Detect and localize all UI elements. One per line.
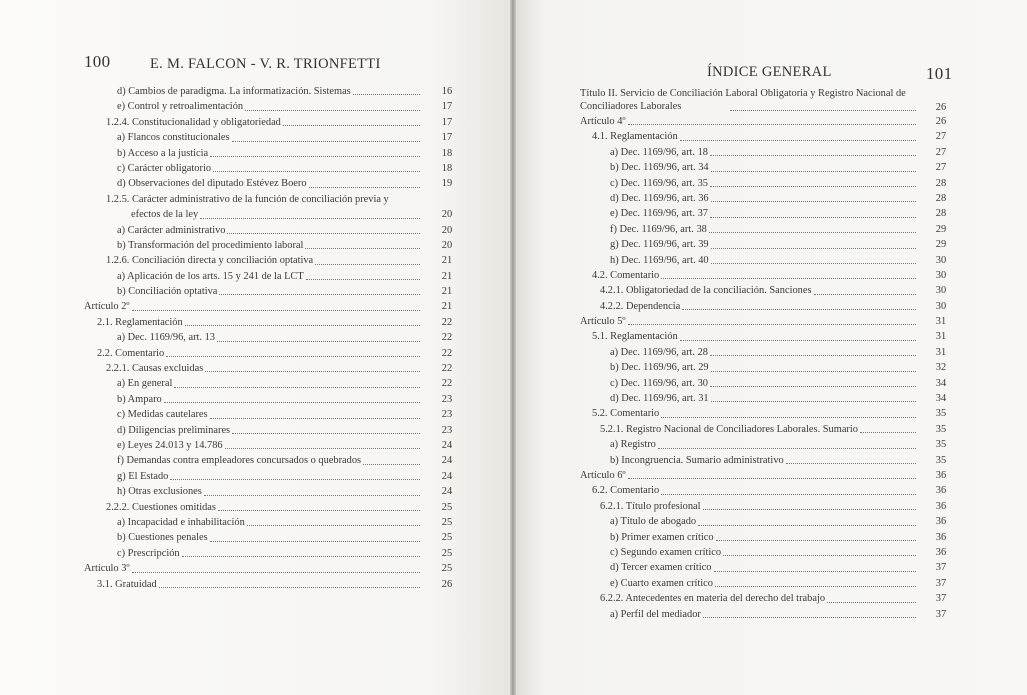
toc-entry-text: Título II. Servicio de Conciliación Laboral Obligatoria y Registro Nacional de Conciliadores Laborales <box>580 88 906 112</box>
toc-entry-page: 17 <box>441 132 453 144</box>
toc-entry-page: 22 <box>441 347 453 359</box>
toc-entry-text: c) Dec. 1169/96, art. 30 <box>610 377 709 389</box>
toc-entry <box>0 469 512 484</box>
toc-entry-text: a) Dec. 1169/96, art. 18 <box>610 146 709 158</box>
toc-entry-page: 23 <box>441 393 453 405</box>
toc-leader <box>709 232 916 233</box>
toc-entry <box>514 206 1027 221</box>
toc-entry-text: g) El Estado <box>117 470 169 482</box>
toc-leader <box>716 540 916 541</box>
toc-entry-text: 1.2.5. Carácter administrativo de la función de conciliación previa y <box>106 193 389 205</box>
toc-entry-text: b) Incongruencia. Sumario administrativo <box>610 454 784 466</box>
toc-entry-page: 25 <box>441 563 453 575</box>
toc-entry-text: b) Amparo <box>117 393 162 405</box>
toc-entry-page: 31 <box>935 331 947 343</box>
toc-entry <box>0 99 512 114</box>
toc-leader <box>217 341 420 342</box>
toc-entry <box>514 560 1027 575</box>
toc-entry-page: 24 <box>441 455 453 467</box>
toc-leader <box>159 587 420 588</box>
toc-entry-text: 5.2.1. Registro Nacional de Conciliadores Laborales. Sumario <box>600 423 858 435</box>
toc-entry-text: 3.1. Gratuidad <box>97 578 157 590</box>
toc-leader <box>703 617 916 618</box>
toc-leader <box>710 155 916 156</box>
toc-entry-text: b) Dec. 1169/96, art. 29 <box>610 362 709 374</box>
toc-entry-text: a) Dec. 1169/96, art. 28 <box>610 346 709 358</box>
toc-entry-page: 27 <box>935 131 947 143</box>
toc-entry <box>514 329 1027 344</box>
toc-entry-text: e) Control y retroalimentación <box>117 101 244 113</box>
toc-leader <box>680 140 916 141</box>
toc-entry <box>514 129 1027 144</box>
toc-entry <box>0 561 512 576</box>
toc-entry-page: 21 <box>441 270 453 282</box>
toc-entry <box>0 392 512 407</box>
toc-entry <box>514 114 1027 129</box>
toc-entry <box>514 88 1027 114</box>
toc-entry-page: 24 <box>441 470 453 482</box>
toc-entry <box>0 577 512 592</box>
toc-entry-page: 34 <box>935 393 947 405</box>
toc-entry-page: 25 <box>441 547 453 559</box>
toc-entry-text: b) Acceso a la justicia <box>117 147 209 159</box>
toc-entry-page: 30 <box>935 285 947 297</box>
toc-leader <box>305 248 420 249</box>
toc-entry-page: 29 <box>935 223 947 235</box>
toc-leader <box>723 555 916 556</box>
toc-entry-text: a) Flancos constitucionales <box>117 132 230 144</box>
toc-leader <box>200 218 420 219</box>
toc-entry <box>0 453 512 468</box>
toc-entry <box>0 546 512 561</box>
toc-entry-text: 5.2. Comentario <box>592 408 660 420</box>
toc-entry-text: a) Registro <box>610 439 656 451</box>
toc-entry-text: 1.2.6. Conciliación directa y conciliación optativa <box>106 255 314 267</box>
toc-entry-text: efectos de la ley <box>131 209 199 221</box>
toc-entry-page: 36 <box>935 531 947 543</box>
toc-entry-page: 24 <box>441 439 453 451</box>
toc-entry <box>514 468 1027 483</box>
toc-entry-text: Artículo 2º <box>84 301 130 313</box>
toc-leader <box>661 494 916 495</box>
toc-entry <box>514 437 1027 452</box>
toc-entry <box>514 345 1027 360</box>
toc-entry-page: 25 <box>441 516 453 528</box>
toc-right <box>514 88 1027 622</box>
toc-entry-page: 18 <box>441 147 453 159</box>
toc-leader <box>711 171 916 172</box>
toc-entry-page: 34 <box>935 377 947 389</box>
toc-entry-page: 37 <box>935 608 947 620</box>
toc-entry <box>514 299 1027 314</box>
toc-entry-page: 20 <box>441 209 453 221</box>
toc-entry <box>514 222 1027 237</box>
toc-leader <box>227 233 420 234</box>
toc-entry <box>514 268 1027 283</box>
toc-entry <box>0 223 512 238</box>
toc-entry <box>514 607 1027 622</box>
toc-entry-text: 2.2. Comentario <box>97 347 165 359</box>
toc-entry <box>0 115 512 130</box>
toc-entry-text: b) Transformación del procedimiento laboral <box>117 239 304 251</box>
toc-leader <box>218 510 420 511</box>
toc-leader <box>814 294 916 295</box>
toc-entry-text: a) Dec. 1169/96, art. 13 <box>117 332 216 344</box>
toc-entry-text: 6.2. Comentario <box>592 485 660 497</box>
toc-leader <box>628 324 916 325</box>
toc-entry-text: a) Carácter administrativo <box>117 224 226 236</box>
toc-entry-page: 22 <box>441 332 453 344</box>
toc-entry <box>514 237 1027 252</box>
toc-entry-page: 31 <box>935 316 947 328</box>
toc-entry-text: d) Dec. 1169/96, art. 31 <box>610 393 709 405</box>
toc-leader <box>309 187 420 188</box>
toc-leader <box>315 264 420 265</box>
toc-leader <box>204 495 420 496</box>
toc-entry-text: 2.2.2. Cuestiones omitidas <box>106 501 216 513</box>
toc-entry <box>514 591 1027 606</box>
toc-entry <box>0 361 512 376</box>
toc-entry-text: 4.2. Comentario <box>592 269 660 281</box>
toc-entry-text: d) Diligencias preliminares <box>117 424 231 436</box>
toc-entry-page: 35 <box>935 423 947 435</box>
toc-leader <box>711 401 916 402</box>
toc-entry-page: 17 <box>441 116 453 128</box>
toc-entry <box>514 160 1027 175</box>
toc-leader <box>306 279 420 280</box>
toc-leader <box>710 186 916 187</box>
toc-leader <box>170 479 420 480</box>
toc-entry-page: 19 <box>441 178 453 190</box>
toc-entry-page: 37 <box>935 562 947 574</box>
running-head-right: ÍNDICE GENERAL <box>707 64 832 80</box>
toc-leader <box>680 340 916 341</box>
toc-entry <box>0 176 512 191</box>
toc-entry-page: 36 <box>935 516 947 528</box>
toc-entry-text: 6.2.1. Título profesional <box>600 500 701 512</box>
toc-entry-page: 21 <box>441 255 453 267</box>
toc-entry-page: 36 <box>935 546 947 558</box>
toc-entry <box>0 284 512 299</box>
running-head-left: E. M. FALCON - V. R. TRIONFETTI <box>150 56 381 72</box>
toc-entry <box>514 499 1027 514</box>
toc-entry-page: 18 <box>441 162 453 174</box>
page-number-left: 100 <box>84 52 111 71</box>
toc-entry-text: d) Cambios de paradigma. La informatización. Sistemas <box>117 86 351 97</box>
toc-leader <box>710 355 916 356</box>
toc-entry <box>514 514 1027 529</box>
toc-leader <box>205 371 420 372</box>
toc-leader <box>182 556 420 557</box>
toc-entry-text: 5.1. Reglamentación <box>592 331 678 343</box>
toc-entry-text: g) Dec. 1169/96, art. 39 <box>610 239 709 251</box>
toc-entry-page: 28 <box>935 177 947 189</box>
toc-entry-text: d) Tercer examen crítico <box>610 562 712 574</box>
toc-entry-page: 28 <box>935 192 947 204</box>
toc-entry-page: 36 <box>935 469 947 481</box>
toc-leader <box>247 525 420 526</box>
toc-entry-text: e) Cuarto examen crítico <box>610 577 713 589</box>
toc-entry-text: 1.2.4. Constitucionalidad y obligatoriedad <box>106 116 281 128</box>
toc-leader <box>164 402 420 403</box>
toc-entry-page: 22 <box>441 316 453 328</box>
toc-entry-page: 26 <box>935 116 947 127</box>
toc-entry <box>514 176 1027 191</box>
toc-entry <box>514 453 1027 468</box>
toc-entry-page: 26 <box>935 102 947 113</box>
toc-leader <box>710 386 916 387</box>
toc-entry-text: b) Dec. 1169/96, art. 34 <box>610 162 709 174</box>
toc-entry-text: Artículo 5º <box>580 316 626 328</box>
toc-entry-text: 2.2.1. Causas excluidas <box>106 363 204 375</box>
toc-leader <box>232 433 420 434</box>
toc-leader <box>185 325 420 326</box>
toc-entry-page: 26 <box>441 578 453 590</box>
toc-entry-page: 23 <box>441 424 453 436</box>
toc-entry-text: c) Medidas cautelares <box>117 409 208 421</box>
toc-entry-page: 27 <box>935 146 947 158</box>
toc-entry-page: 25 <box>441 501 453 513</box>
toc-entry <box>0 192 512 207</box>
toc-entry-text: c) Dec. 1169/96, art. 35 <box>610 177 709 189</box>
toc-entry-text: c) Prescripción <box>117 547 180 559</box>
toc-entry <box>0 253 512 268</box>
toc-entry <box>514 530 1027 545</box>
toc-entry <box>0 423 512 438</box>
toc-entry-text: 6.2.2. Antecedentes en materia del derecho del trabajo <box>600 593 826 605</box>
toc-entry-text: c) Segundo examen crítico <box>610 546 722 558</box>
toc-entry-page: 21 <box>441 286 453 298</box>
toc-leader <box>628 124 916 125</box>
toc-entry-text: f) Demandas contra empleadores concursados o quebrados <box>117 455 362 467</box>
toc-entry-page: 16 <box>441 86 453 97</box>
toc-entry-page: 30 <box>935 254 947 266</box>
toc-entry-text: d) Dec. 1169/96, art. 36 <box>610 192 709 204</box>
toc-entry-text: Artículo 3º <box>84 563 130 575</box>
toc-entry-text: e) Leyes 24.013 y 14.786 <box>117 439 223 451</box>
toc-entry-page: 21 <box>441 301 453 313</box>
toc-entry <box>0 376 512 391</box>
toc-entry-page: 29 <box>935 239 947 251</box>
toc-entry-text: b) Primer examen crítico <box>610 531 714 543</box>
toc-leader <box>703 509 916 510</box>
toc-left <box>0 84 512 592</box>
toc-leader <box>715 586 916 587</box>
toc-entry <box>514 360 1027 375</box>
toc-entry-page: 20 <box>441 224 453 236</box>
toc-entry-page: 35 <box>935 408 947 420</box>
toc-entry-page: 30 <box>935 269 947 281</box>
toc-entry-page: 17 <box>441 101 453 113</box>
toc-entry-text: a) Perfil del mediador <box>610 608 701 620</box>
toc-entry-text: 4.2.1. Obligatoriedad de la conciliación. Sanciones <box>600 285 812 297</box>
toc-entry <box>0 484 512 499</box>
toc-entry <box>514 406 1027 421</box>
toc-leader <box>210 541 420 542</box>
toc-entry-text: f) Dec. 1169/96, art. 38 <box>610 223 707 235</box>
toc-leader <box>353 94 420 95</box>
toc-entry-text: a) Aplicación de los arts. 15 y 241 de la LCT <box>117 270 304 282</box>
toc-entry <box>0 207 512 222</box>
toc-entry-text: e) Dec. 1169/96, art. 37 <box>610 208 709 220</box>
page-number-right: 101 <box>926 64 953 83</box>
toc-entry <box>514 191 1027 206</box>
toc-entry-text: 2.1. Reglamentación <box>97 316 183 328</box>
toc-leader <box>661 278 916 279</box>
toc-entry <box>0 330 512 345</box>
toc-entry-text: a) En general <box>117 378 173 390</box>
toc-leader <box>210 156 420 157</box>
toc-leader <box>219 294 420 295</box>
toc-entry <box>514 391 1027 406</box>
toc-entry-page: 22 <box>441 363 453 375</box>
toc-leader <box>714 571 917 572</box>
toc-leader <box>730 110 916 111</box>
toc-entry-page: 25 <box>441 532 453 544</box>
toc-entry <box>514 422 1027 437</box>
toc-entry <box>0 407 512 422</box>
toc-leader <box>174 387 420 388</box>
toc-entry <box>0 315 512 330</box>
toc-entry <box>514 314 1027 329</box>
toc-leader <box>225 448 420 449</box>
toc-entry-text: a) Incapacidad e inhabilitación <box>117 516 245 528</box>
toc-leader <box>827 602 916 603</box>
toc-entry <box>0 515 512 530</box>
toc-entry-page: 20 <box>441 239 453 251</box>
toc-entry-text: Artículo 6º <box>580 469 626 481</box>
toc-entry <box>514 253 1027 268</box>
toc-entry <box>514 283 1027 298</box>
toc-entry <box>514 145 1027 160</box>
toc-entry-page: 36 <box>935 485 947 497</box>
toc-entry-text: h) Dec. 1169/96, art. 40 <box>610 254 709 266</box>
toc-leader <box>132 572 420 573</box>
toc-entry-text: c) Carácter obligatorio <box>117 162 212 174</box>
toc-entry-page: 30 <box>935 300 947 312</box>
toc-leader <box>210 418 420 419</box>
toc-entry <box>0 146 512 161</box>
toc-entry-page: 24 <box>441 486 453 498</box>
toc-entry-text: h) Otras exclusiones <box>117 486 202 498</box>
toc-entry-page: 35 <box>935 454 947 466</box>
toc-entry-page: 31 <box>935 346 947 358</box>
toc-entry <box>0 269 512 284</box>
toc-entry <box>514 545 1027 560</box>
toc-entry <box>0 500 512 515</box>
toc-entry <box>0 161 512 176</box>
toc-entry-text: a) Título de abogado <box>610 516 697 528</box>
toc-entry <box>514 376 1027 391</box>
toc-entry-page: 36 <box>935 500 947 512</box>
toc-leader <box>786 463 916 464</box>
toc-leader <box>860 432 916 433</box>
toc-entry <box>0 530 512 545</box>
toc-entry <box>0 84 512 99</box>
toc-entry-page: 37 <box>935 593 947 605</box>
toc-entry <box>0 130 512 145</box>
toc-entry-page: 28 <box>935 208 947 220</box>
toc-leader <box>682 309 916 310</box>
toc-entry-text: b) Conciliación optativa <box>117 286 218 298</box>
toc-entry <box>0 346 512 361</box>
toc-entry-page: 32 <box>935 362 947 374</box>
toc-entry-page: 23 <box>441 409 453 421</box>
toc-entry <box>0 299 512 314</box>
toc-leader <box>711 371 916 372</box>
toc-entry-page: 37 <box>935 577 947 589</box>
toc-leader <box>711 263 916 264</box>
toc-entry-text: d) Observaciones del diputado Estévez Boero <box>117 178 307 190</box>
toc-leader <box>363 464 420 465</box>
toc-entry-text: 4.2.2. Dependencia <box>600 300 681 312</box>
toc-leader <box>711 248 916 249</box>
toc-entry <box>514 483 1027 498</box>
toc-leader <box>232 141 420 142</box>
toc-leader <box>661 417 916 418</box>
toc-leader <box>166 356 420 357</box>
toc-leader <box>213 171 420 172</box>
toc-leader <box>698 525 916 526</box>
toc-entry-page: 27 <box>935 162 947 174</box>
toc-leader <box>710 217 916 218</box>
toc-leader <box>711 201 916 202</box>
toc-entry-text: b) Cuestiones penales <box>117 532 208 544</box>
toc-leader <box>658 448 916 449</box>
toc-entry <box>0 238 512 253</box>
toc-entry <box>514 576 1027 591</box>
toc-entry-text: 4.1. Reglamentación <box>592 131 678 143</box>
toc-entry-text: Artículo 4º <box>580 116 626 127</box>
toc-leader <box>245 110 420 111</box>
toc-leader <box>283 125 420 126</box>
toc-leader <box>628 478 916 479</box>
toc-entry <box>0 438 512 453</box>
toc-entry-page: 35 <box>935 439 947 451</box>
toc-entry-page: 22 <box>441 378 453 390</box>
toc-leader <box>132 310 420 311</box>
